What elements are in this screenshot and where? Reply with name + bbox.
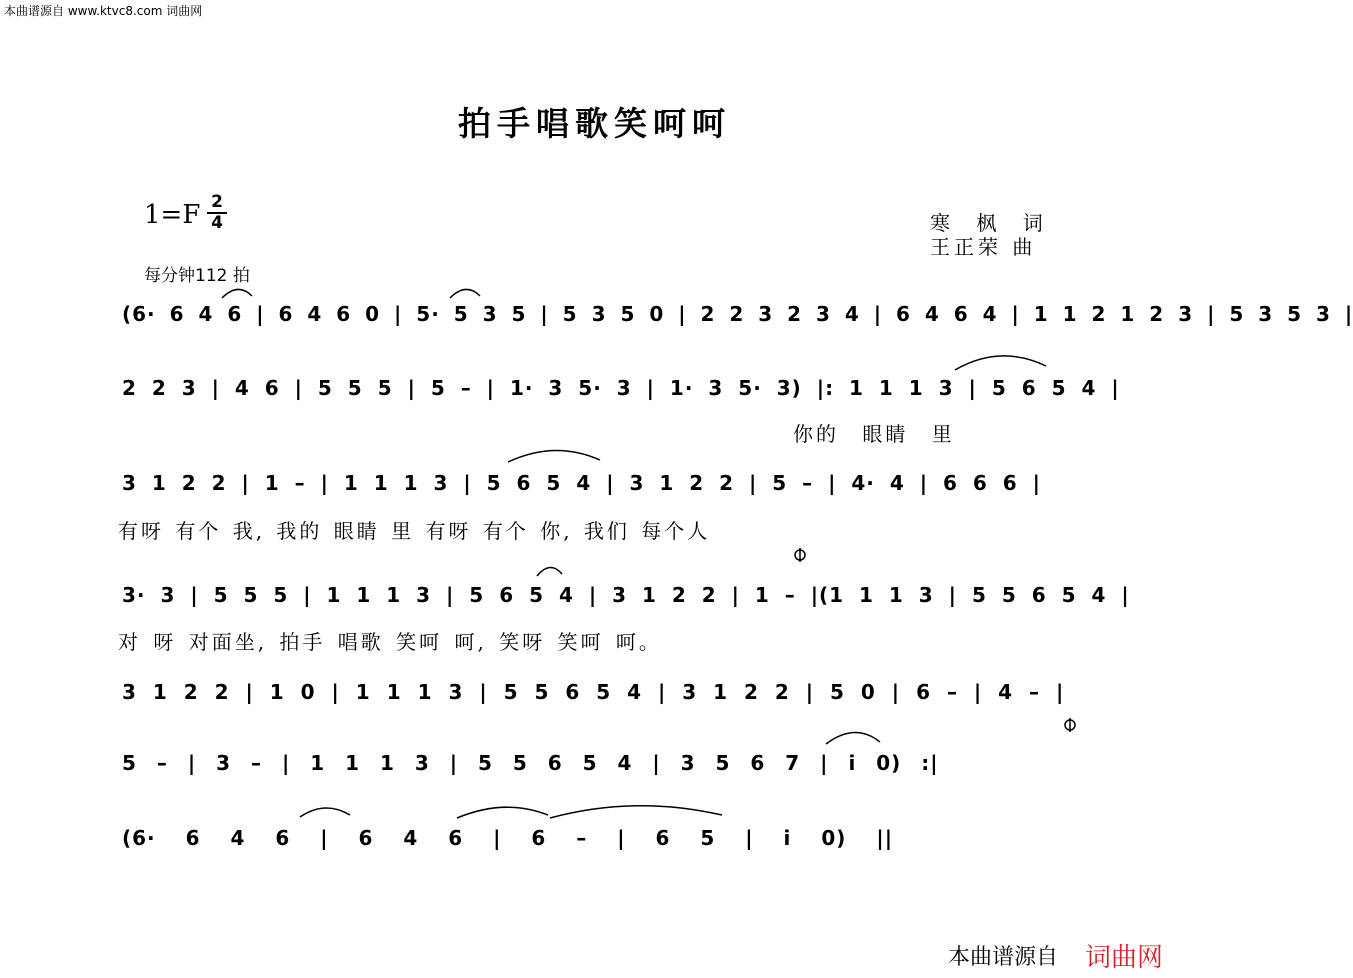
key-signature: 1=F (144, 200, 201, 230)
notation-row-7: (6· 6 4 6 | 6 4 6 | 6 – | 6 5 | i 0) || (122, 826, 894, 850)
song-title: 拍手唱歌笑呵呵 (458, 104, 731, 143)
notation-row-5: 3 1 2 2 | 1 0 | 1 1 1 3 | 5 5 6 5 4 | 3 1 2 2 | 5 0 | 6 – | 4 – | (122, 680, 1065, 704)
lyrics-row-3: 有呀 有个 我, 我的 眼睛 里 有呀 有个 你, 我们 每个人 (118, 519, 711, 543)
time-signature-top: 2 (211, 192, 223, 212)
lyricist-credit: 寒 枫 词 (930, 211, 1053, 235)
notation-row-6: 5 – | 3 – | 1 1 1 3 | 5 5 6 5 4 | 3 5 6 7 | i 0) :| (122, 751, 939, 775)
source-header: 本曲谱源自 www.ktvc8.com 词曲网 (4, 4, 203, 18)
tempo-marking: 每分钟112 拍 (144, 266, 250, 286)
lyrics-row-2: 你的 眼睛 里 (793, 422, 955, 446)
time-signature-bottom: 4 (211, 213, 223, 233)
notation-row-2: 2 2 3 | 4 6 | 5 5 5 | 5 – | 1· 3 5· 3 | 1· 3 5· 3) |: 1 1 1 3 | 5 6 5 4 | (122, 376, 1120, 400)
composer-credit: 王正荣 曲 (930, 235, 1037, 259)
lyrics-row-4: 对 呀 对面坐, 拍手 唱歌 笑呵 呵, 笑呀 笑呵 呵。 (118, 630, 662, 654)
notation-row-4: 3· 3 | 5 5 5 | 1 1 1 3 | 5 6 5 4 | 3 1 2 2 | 1 – |(1 1 1 3 | 5 5 6 5 4 | (122, 583, 1130, 607)
notation-row-1: (6· 6 4 6 | 6 4 6 0 | 5· 5 3 5 | 5 3 5 0 | 2 2 3 2 3 4 | 6 4 6 4 | 1 1 2 1 2 3 | 5 3 5 3 | (122, 302, 1353, 326)
footer-source: 本曲谱源自 (948, 945, 1059, 970)
notation-row-3: 3 1 2 2 | 1 – | 1 1 1 3 | 5 6 5 4 | 3 1 2 2 | 5 – | 4· 4 | 6 6 6 | (122, 471, 1041, 495)
footer-site: 词曲网 (1085, 943, 1164, 973)
